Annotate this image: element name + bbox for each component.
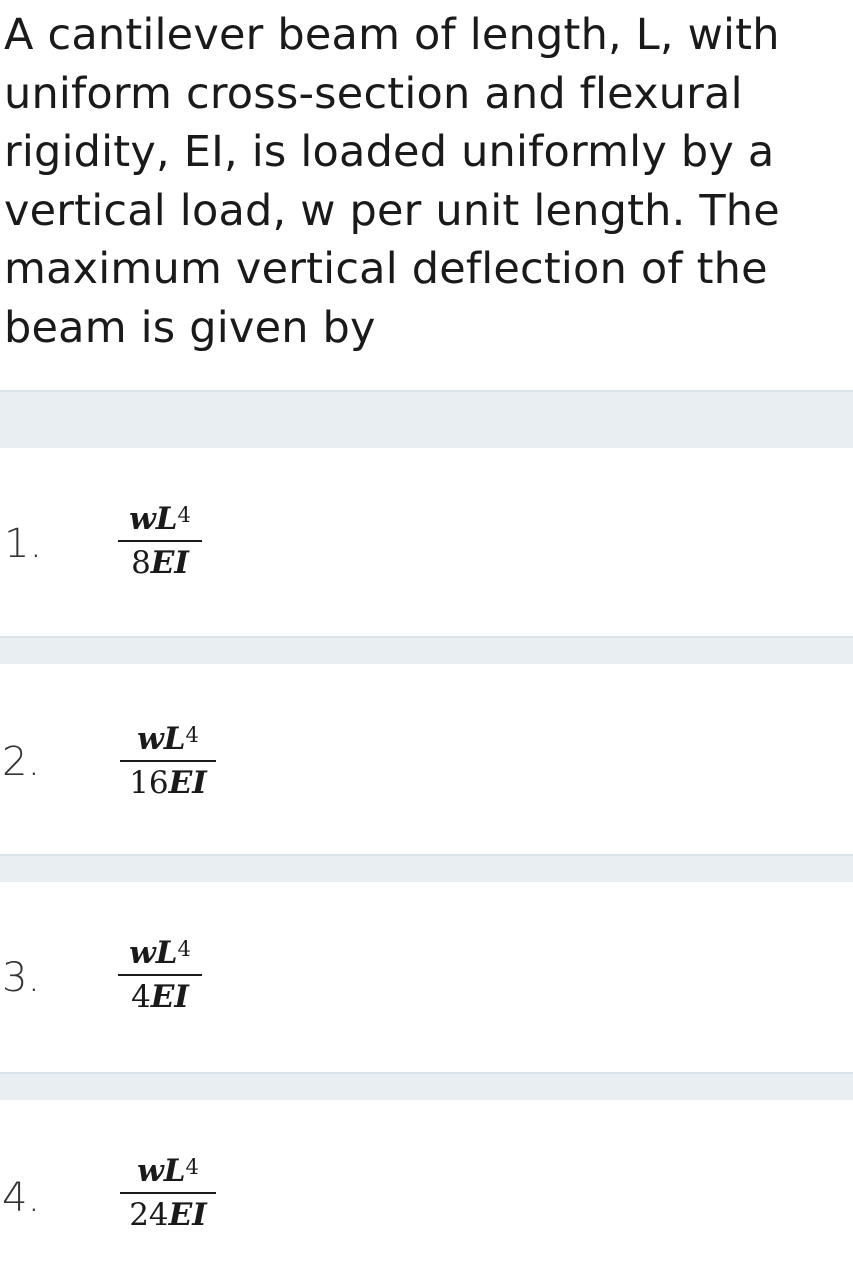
separator — [0, 636, 853, 664]
option-3[interactable] — [0, 914, 853, 1064]
option-2[interactable] — [0, 698, 853, 848]
question-line: uniform cross-section and flexural — [4, 68, 743, 119]
option-formula — [118, 934, 202, 1016]
formula-numerator: $wL^4$ — [137, 721, 199, 757]
formula-numerator: $wL^4$ — [129, 501, 191, 537]
option-number: 3. — [2, 955, 41, 1001]
option-formula — [120, 720, 216, 802]
fraction-bar — [120, 760, 216, 762]
option-formula — [120, 1152, 216, 1234]
separator — [0, 390, 853, 448]
fraction-bar — [118, 974, 202, 976]
formula-numerator: $wL^4$ — [129, 935, 191, 971]
option-1[interactable] — [0, 480, 853, 630]
formula-denominator: 24EI — [129, 1197, 207, 1233]
question-line: rigidity, EI, is loaded uniformly by a — [4, 127, 775, 177]
question-line: beam is given by — [4, 302, 376, 353]
option-formula — [118, 500, 202, 582]
question-line: maximum vertical deflection of the — [4, 244, 768, 294]
formula-denominator: 16EI — [129, 765, 207, 801]
fraction-bar — [120, 1192, 216, 1194]
formula-denominator: 4EI — [131, 979, 189, 1015]
separator — [0, 1072, 853, 1100]
question-text — [4, 6, 849, 357]
formula-denominator: 8EI — [131, 545, 189, 581]
option-number: 2. — [2, 739, 41, 785]
question-line: vertical load, w per unit length. The — [4, 185, 780, 236]
separator — [0, 854, 853, 882]
formula-numerator: $wL^4$ — [137, 1153, 199, 1189]
option-number: 1. — [4, 521, 43, 567]
fraction-bar — [118, 540, 202, 542]
option-4[interactable] — [0, 1134, 853, 1284]
question-line: A cantilever beam of length, L, with — [4, 10, 780, 60]
option-number: 4. — [2, 1175, 41, 1221]
